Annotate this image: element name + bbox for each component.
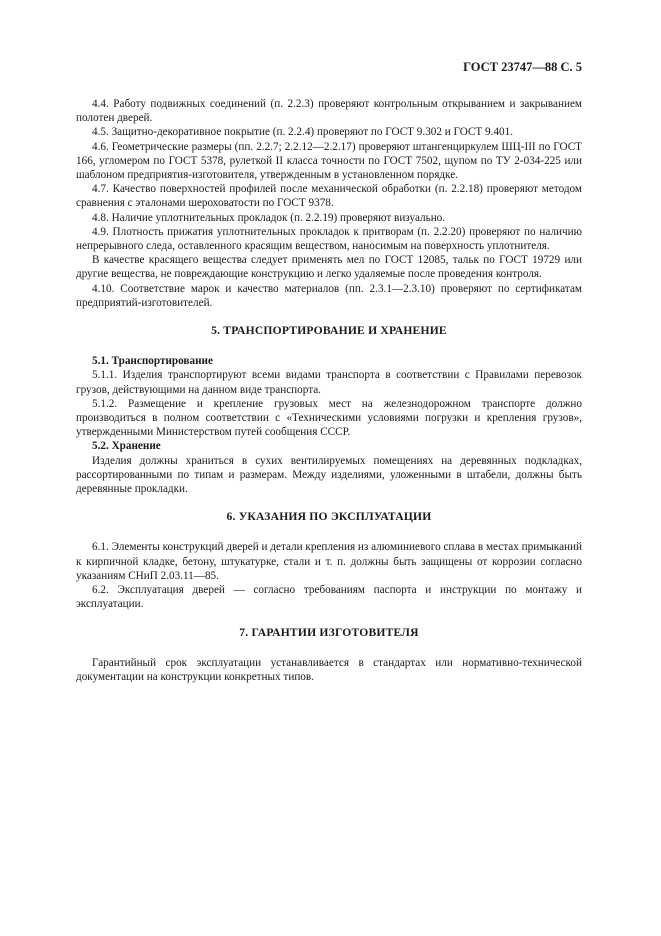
subsection-5-2-title: 5.2. Хранение xyxy=(92,440,161,453)
paragraph-6-1: 6.1. Элементы конструкций дверей и детали крепления из алюминиевого сплава в местах примыканий к кирпичной кладке, бетону, штукатурке, стали и т. п. должны быть защищены от коррозии согласно указаниям СНиП 2.03.11—85. xyxy=(76,541,582,582)
document-body xyxy=(76,97,582,684)
subsection-5-1-title: 5.1. Транспортирование xyxy=(92,355,213,368)
paragraph-7: Гарантийный срок эксплуатации устанавливается в стандартах или нормативно-технической документации на конструкции конкретных типов. xyxy=(76,656,582,683)
paragraph-4-5: 4.5. Защитно-декоративное покрытие (п. 2.2.4) проверяют по ГОСТ 9.302 и ГОСТ 9.401. xyxy=(92,126,514,139)
paragraph-4-4: 4.4. Работу подвижных соединений (п. 2.2.3) проверяют контрольным открыванием и закрыванием полотен дверей. xyxy=(76,98,582,125)
paragraph-4-8: 4.8. Наличие уплотнительных прокладок (п. 2.2.19) проверяют визуально. xyxy=(92,211,446,224)
paragraph-5-1-2: 5.1.2. Размещение и крепление грузовых мест на железнодорожном транспорте должно производиться в полном соответствии с «Техническими условиями погрузки и крепления грузов», утвержденными Министерством путей сообщения СССР. xyxy=(76,397,582,439)
paragraph-4-10: 4.10. Соответствие марок и качество материалов (пп. 2.3.1—2.3.10) проверяют по сертификатам предприятий-изготовителей. xyxy=(76,282,582,309)
paragraph-5-1-1: 5.1.1. Изделия транспортируют всеми видами транспорта в соответствии с Правилами перевозок грузов, действующими на данном виде транспорта. xyxy=(76,369,582,396)
paragraph-4-9: 4.9. Плотность прижатия уплотнительных прокладок к притворам (п. 2.2.20) проверяют по наличию непрерывного следа, оставленного красящим веществом, наносимым на поверхность уплотнителя. xyxy=(76,225,582,253)
paragraph-4-7: 4.7. Качество поверхностей профилей после механической обработки (п. 2.2.18) проверяют методом сравнения с эталонами шероховатости по ГОСТ 9378. xyxy=(76,183,582,210)
section-5-title: 5. ТРАНСПОРТИРОВАНИЕ И ХРАНЕНИЕ xyxy=(211,324,447,338)
section-6-title: 6. УКАЗАНИЯ ПО ЭКСПЛУАТАЦИИ xyxy=(226,510,432,524)
paragraph-4-9-note: В качестве красящего вещества следует применять мел по ГОСТ 12085, тальк по ГОСТ 19729 или другие вещества, не повреждающие конструкцию и легко удаляемые после проведения контроля. xyxy=(76,254,582,281)
paragraph-6-2: 6.2. Эксплуатация дверей — согласно требованиям паспорта и инструкции по монтажу и эксплуатации. xyxy=(76,584,582,611)
paragraph-4-6: 4.6. Геометрические размеры (пп. 2.2.7; 2.2.12—2.2.17) проверяют штангенциркулем ШЦ-III по ГОСТ 166, угломером по ГОСТ 5378, рулеткой II класса точности по ГОСТ 7502, щупом по ТУ 2-034-225 или шаблоном предприятия-изготовителя, утвержденным в установленном порядке. xyxy=(76,140,582,182)
section-7-title: 7. ГАРАНТИИ ИЗГОТОВИТЕЛЯ xyxy=(239,625,419,639)
page-header: ГОСТ 23747—88 С. 5 xyxy=(463,60,582,74)
paragraph-5-2: Изделия должны храниться в сухих вентилируемых помещениях на деревянных подкладках, рассортированными по типам и размерам. Между изделиями, уложенными в штабели, должны быть деревянные прокладки. xyxy=(76,454,582,496)
